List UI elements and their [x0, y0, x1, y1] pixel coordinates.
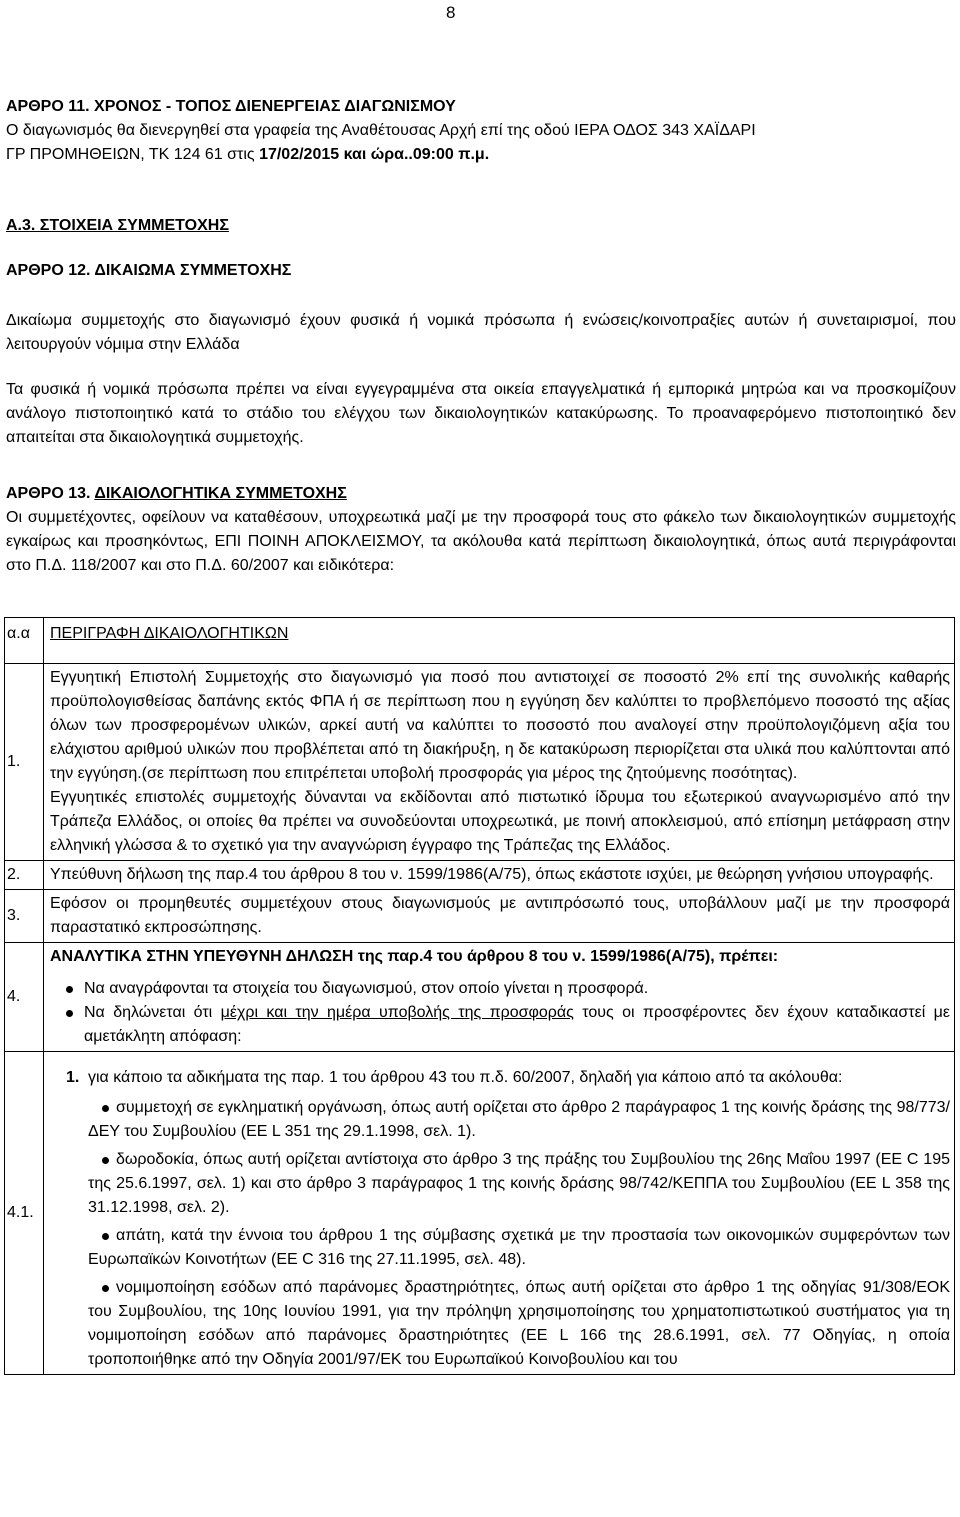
row-number: 4.1.: [5, 1052, 44, 1375]
list-item: [60, 977, 950, 1001]
sub-item-4: νομιμοποίηση εσόδων από παράνομες δραστηριότητες, όπως αυτή ορίζεται στο άρθρο 1 της οδηγίας 91/308/ΕΟΚ του Συμβουλίου, της 10ης Ιουνίου 1991, για την πρόληψη χρησιμοποίησης του χρηματοπιστωτικού συστήματος για τη νομιμοποίηση εσόδων από παράνομες δραστηριότητες (ΕΕ L 166 της 28.6.1991, σελ. 77 Οδηγίας, η οποία τροποποιήθηκε από την Οδηγία 2001/97/ΕΚ του Ευρωπαϊκού Κοινοβουλίου και του: [88, 1279, 950, 1368]
list-item: [60, 1001, 950, 1049]
article-11-line2: [6, 143, 956, 167]
article-11-place: ΓΡ ΠΡΟΜΗΘΕΙΩΝ, ΤΚ 124 61 στις: [6, 146, 260, 163]
row-number: 4.: [5, 943, 44, 1052]
table-row: [5, 1052, 955, 1375]
section-a3-title: [6, 214, 956, 238]
row-description: [44, 1052, 955, 1375]
table-row: [5, 890, 955, 943]
article-13-paragraph: Οι συμμετέχοντες, οφείλουν να καταθέσουν, υποχρεωτικά μαζί με την προσφορά τους στο φάκελο των δικαιολογητικών συμμετοχής εγκαίρως και προσηκόντως, ΕΠΙ ΠΟΙΝΗ ΑΠΟΚΛΕΙΣΜΟΥ, τα ακόλουθα κατά περίπτωση δικαιολογητικά, όπως αυτά περιγράφονται στο Π.Δ. 118/2007 και στο Π.Δ. 60/2007 και ειδικότερα:: [6, 509, 956, 574]
item-text: για κάποιο τα αδικήματα της παρ. 1 του άρθρου 43 του π.δ. 60/2007, δηλαδή για κάποιο από τα ακόλουθα:: [88, 1069, 843, 1086]
row-4-heading: ΑΝΑΛΥΤΙΚΑ ΣΤΗΝ ΥΠΕΥΘΥΝΗ ΔΗΛΩΣΗ της παρ.4 του άρθρου 8 του ν. 1599/1986(Α/75), πρέπει:: [50, 948, 779, 965]
section-a3-label: Α.3. ΣΤΟΙΧΕΙΑ ΣΥΜΜΕΤΟΧΗΣ: [6, 217, 229, 234]
table-header-row: [5, 618, 955, 664]
article-12-paragraph-2: Τα φυσικά ή νομικά πρόσωπα πρέπει να είναι εγγεγραμμένα στα οικεία επαγγελματικά ή εμπορικά μητρώα και να προσκομίζουν ανάλογο πιστοποιητικό κατά το στάδιο του ελέγχου των δικαιολογητικών κατακύρωσης. Το προαναφερόμενο πιστοποιητικό δεν απαιτείται στα δικαιολογητικά συμμετοχής.: [6, 381, 956, 446]
row-number: 2.: [5, 861, 44, 890]
article-12-paragraph-1: Δικαίωμα συμμετοχής στο διαγωνισμό έχουν φυσικά ή νομικά πρόσωπα ή ενώσεις/κοινοπραξίες αυτών ή συνεταιρισμοί, που λειτουργούν νόμιμα στην Ελλάδα: [6, 312, 956, 353]
article-13-number: ΑΡΘΡΟ 13.: [6, 485, 95, 502]
table-row: [5, 943, 955, 1052]
bullet-icon: [102, 1233, 109, 1240]
header-number: α.α: [5, 618, 44, 664]
requirements-table: [4, 617, 955, 1375]
header-description: [44, 618, 955, 664]
row-number: 1.: [5, 664, 44, 861]
bullet-icon: [102, 1157, 109, 1164]
list-item: [50, 1066, 950, 1090]
list-item: [88, 1276, 950, 1372]
page-number: 8: [446, 3, 456, 22]
row-1-paragraph-2: Εγγυητικές επιστολές συμμετοχής δύνανται να εκδίδονται από πιστωτικό ίδρυμα του εξωτερικού αναγνωρισμένο από την Τράπεζα Ελλάδος, οι οποίες θα πρέπει να συνοδεύονται υποχρεωτικά, με ποινή αποκλεισμού, από επίσημη μετάφραση στην ελληνική γλώσσα & το σχετικό για την αναγνώριση έγγραφο της Τράπεζας της Ελλάδος.: [50, 789, 950, 854]
row-1-paragraph-1: Εγγυητική Επιστολή Συμμετοχής στο διαγωνισμό για ποσό που αντιστοιχεί σε ποσοστό 2% επί της συνολικής καθαρής προϋπολογισθείσας δαπάνης εκτός ΦΠΑ ή σε περίπτωση που η εγγύηση δεν καλύπτει το προβλεπόμενο ποσοστό της αξίας όλων των προσφερομένων υλικών, αρκεί αυτή να καλύπτει το ποσοστό που αναλογεί στην προϋπολογιζόμενη αξία του ελάχιστου αριθμού υλικών που προβλέπεται από τη διακήρυξη, η δε κατακύρωση περιορίζεται στα υλικά που καλύπτονται από την εγγύηση.(σε περίπτωση που επιτρέπεται υποβολή προσφοράς για μέρος της ζητούμενης ποσότητας).: [50, 669, 950, 782]
bullet-icon: [102, 1105, 109, 1112]
bullet-icon: [66, 1010, 73, 1017]
bullet-2-text-a: Να δηλώνεται ότι: [84, 1004, 221, 1021]
article-11: [6, 95, 956, 167]
bullet-icon: [102, 1285, 109, 1292]
sub-item-2: δωροδοκία, όπως αυτή ορίζεται αντίστοιχα στο άρθρο 3 της πράξης του Συμβουλίου της 26ης Μαΐου 1997 (ΕΕ C 195 της 25.6.1997, σελ. 1) και στο άρθρο 3 παράγραφος 1 της κοινής δράσης 98/742/ΚΕΠΠΑ του Συμβουλίου (ΕΕ L 358 της 31.12.1998, σελ. 2).: [88, 1151, 950, 1216]
article-13-title: [6, 482, 956, 506]
article-11-title: ΑΡΘΡΟ 11. ΧΡΟΝΟΣ - ΤΟΠΟΣ ΔΙΕΝΕΡΓΕΙΑΣ ΔΙΑΓΩΝΙΣΜΟΥ: [6, 98, 456, 115]
row-description: Υπεύθυνη δήλωση της παρ.4 του άρθρου 8 του ν. 1599/1986(Α/75), όπως εκάστοτε ισχύει, με θεώρηση γνήσιου υπογραφής.: [44, 861, 955, 890]
bullet-2-underlined: μέχρι και την ημέρα υποβολής της προσφοράς: [220, 1004, 574, 1021]
sub-item-3: απάτη, κατά την έννοια του άρθρου 1 της σύμβασης σχετικά με την προστασία των οικονομικών συμφερόντων των Ευρωπαϊκών Κοινοτήτων (ΕΕ C 316 της 27.11.1995, σελ. 48).: [88, 1227, 950, 1268]
table-row: [5, 664, 955, 861]
item-number: 1.: [66, 1069, 80, 1086]
bullet-2-text-b: τους οι προσφέροντες δεν έχουν καταδικαστεί με αμετάκλητη απόφαση:: [84, 1004, 951, 1045]
list-item: [88, 1148, 950, 1220]
list-item: [88, 1224, 950, 1272]
row-description: [44, 664, 955, 861]
article-11-date: 17/02/2015 και ώρα..09:00 π.μ.: [259, 146, 490, 163]
header-description-label: ΠΕΡΙΓΡΑΦΗ ΔΙΚΑΙΟΛΟΓΗΤΙΚΩΝ: [50, 625, 289, 642]
article-11-line1: Ο διαγωνισμός θα διενεργηθεί στα γραφεία της Αναθέτουσας Αρχή επί της οδού ΙΕΡΑ ΟΔΟΣ 343 ΧΑΪΔΑΡΙ: [6, 122, 756, 139]
row-number: 3.: [5, 890, 44, 943]
bullet-icon: [66, 986, 73, 993]
list-item: [88, 1096, 950, 1144]
sub-item-1: συμμετοχή σε εγκληματική οργάνωση, όπως αυτή ορίζεται στο άρθρο 2 παράγραφος 1 της κοινής δράσης της 98/773/ΔΕΥ του Συμβουλίου (ΕΕ L 351 της 29.1.1998, σελ. 1).: [88, 1099, 950, 1140]
article-12-title: ΑΡΘΡΟ 12. ΔΙΚΑΙΩΜΑ ΣΥΜΜΕΤΟΧΗΣ: [6, 262, 292, 279]
table-row: [5, 861, 955, 890]
bullet-1-text: Να αναγράφονται τα στοιχεία του διαγωνισμού, στον οποίο γίνεται η προσφορά.: [84, 980, 649, 997]
article-13-heading: ΔΙΚΑΙΟΛΟΓΗΤΙΚΑ ΣΥΜΜΕΤΟΧΗΣ: [94, 485, 347, 502]
row-description: Εφόσον οι προμηθευτές συμμετέχουν στους διαγωνισμούς με αντιπρόσωπό τους, υποβάλλουν μαζί με την προσφορά παραστατικό εκπροσώπησης.: [44, 890, 955, 943]
row-description: [44, 943, 955, 1052]
